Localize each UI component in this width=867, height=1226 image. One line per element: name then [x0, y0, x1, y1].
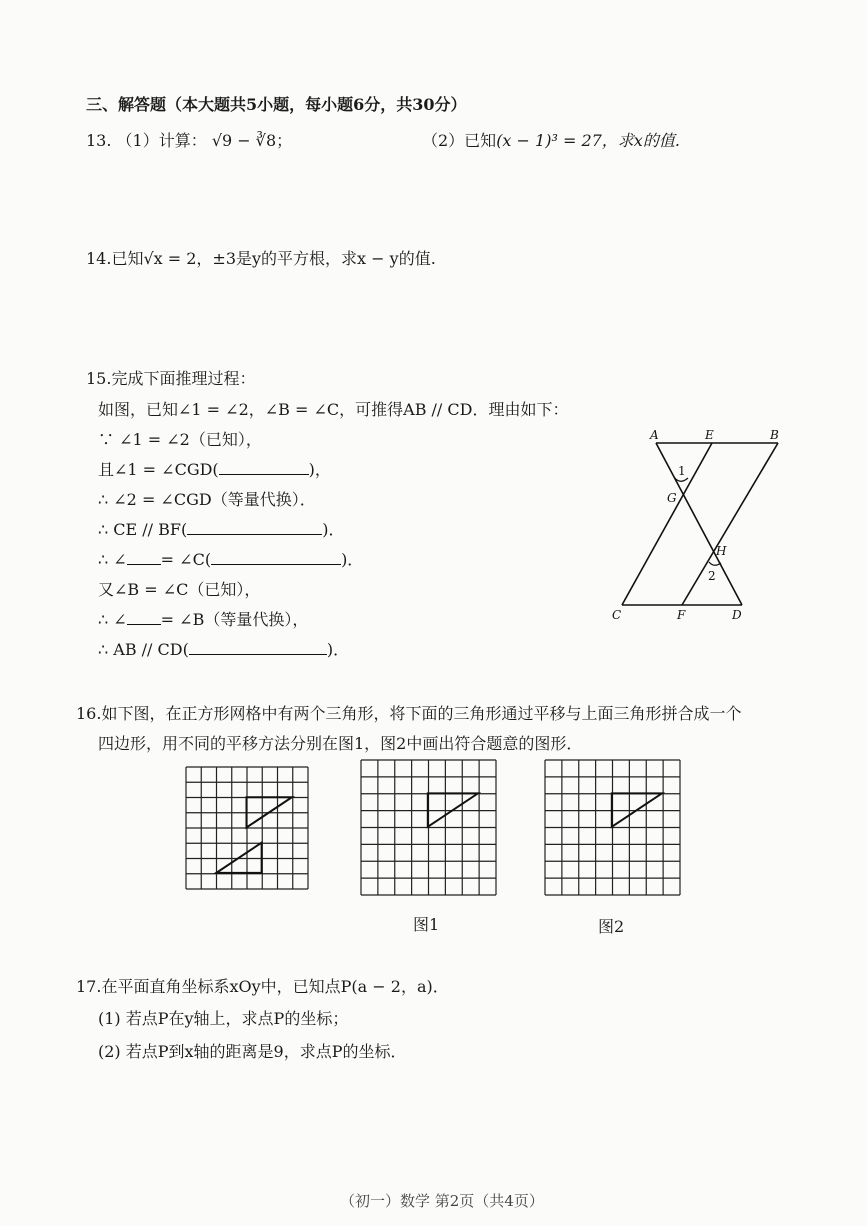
- q17-part2: (2) 若点P到x轴的距离是9，求点P的坐标．: [98, 1042, 407, 1061]
- angle-2-label: 2: [708, 569, 716, 583]
- page-footer: （初一）数学 第2页（共4页）: [340, 1192, 544, 1210]
- grid-given: [186, 767, 308, 889]
- question-16-line2: 四边形，用不同的平移方法分别在图1，图2中画出符合题意的图形．: [98, 734, 583, 753]
- question-17: 17.在平面直角坐标系xOy中，已知点P(a − 2，a)．: [76, 977, 449, 996]
- q15-title: 完成下面推理过程：: [111, 369, 256, 388]
- point-label-d: D: [732, 608, 742, 622]
- q15-line-8: ∴ AB // CD( )．: [98, 640, 350, 659]
- q15-line-2: 且∠1 = ∠CGD( )，: [98, 460, 331, 479]
- question-number: 14.: [86, 249, 112, 268]
- question-15-title: [86, 366, 255, 389]
- answer-blank[interactable]: [211, 550, 341, 565]
- q14-text: 已知√x = 2，±3是y的平方根，求x − y的值.: [111, 249, 436, 268]
- question-number: 16.: [76, 704, 102, 723]
- answer-blank[interactable]: [127, 610, 161, 625]
- question-13: [86, 128, 292, 151]
- lower-triangle: [216, 843, 261, 873]
- point-label-c: C: [612, 608, 622, 622]
- q15-line-6: 又∠B = ∠C（已知），: [98, 580, 261, 599]
- q15-line-5: ∴ ∠ = ∠C( )．: [98, 550, 364, 569]
- point-label-f: F: [677, 608, 686, 622]
- q13-part2-label: （2）已知: [422, 131, 497, 150]
- point-label-g: G: [667, 491, 677, 505]
- answer-blank[interactable]: [127, 550, 161, 565]
- q13-part2-expression: (x − 1)³ = 27，求x的值.: [496, 131, 680, 150]
- point-label-a: A: [650, 428, 659, 442]
- question-number: 15.: [86, 369, 112, 388]
- q15-line-3: ∴ ∠2 = ∠CGD（等量代换）．: [98, 490, 316, 509]
- section-title: 三、解答题（本大题共5小题，每小题6分，共30分）: [86, 95, 467, 114]
- grid-figure-1[interactable]: [361, 760, 496, 895]
- question-number: 17.: [76, 977, 102, 996]
- q13-part1-expression: √9 − ∛8；: [211, 131, 293, 150]
- grid-figure-2[interactable]: [545, 760, 680, 895]
- question-number: 13.: [86, 131, 112, 150]
- q15-intro: 如图，已知∠1 = ∠2，∠B = ∠C，可推得AB // CD．理由如下：: [98, 400, 569, 419]
- question-16-line1: 16.如下图，在正方形网格中有两个三角形，将下面的三角形通过平移与上面三角形拼合成一个: [76, 704, 742, 723]
- point-label-b: B: [770, 428, 779, 442]
- answer-blank[interactable]: [219, 460, 309, 475]
- answer-blank[interactable]: [189, 640, 327, 655]
- q15-line-7: ∴ ∠ = ∠B（等量代换），: [98, 610, 309, 629]
- q13-part1-label: （1）计算：: [116, 131, 207, 150]
- point-label-h: H: [716, 544, 727, 558]
- q15-geometry-figure: [600, 425, 800, 630]
- q17-part1: (1) 若点P在y轴上，求点P的坐标；: [98, 1009, 349, 1028]
- question-14: [86, 246, 436, 269]
- figure-2-label: 图2: [598, 917, 625, 936]
- figure-1-label: 图1: [413, 915, 440, 934]
- q15-line-4: ∴ CE // BF( )．: [98, 520, 345, 539]
- angle-1-label: 1: [678, 464, 686, 478]
- q15-line-1: ∵ ∠1 = ∠2（已知），: [98, 430, 262, 449]
- question-13-part2: [422, 128, 680, 151]
- point-label-e: E: [705, 428, 714, 442]
- answer-blank[interactable]: [187, 520, 322, 535]
